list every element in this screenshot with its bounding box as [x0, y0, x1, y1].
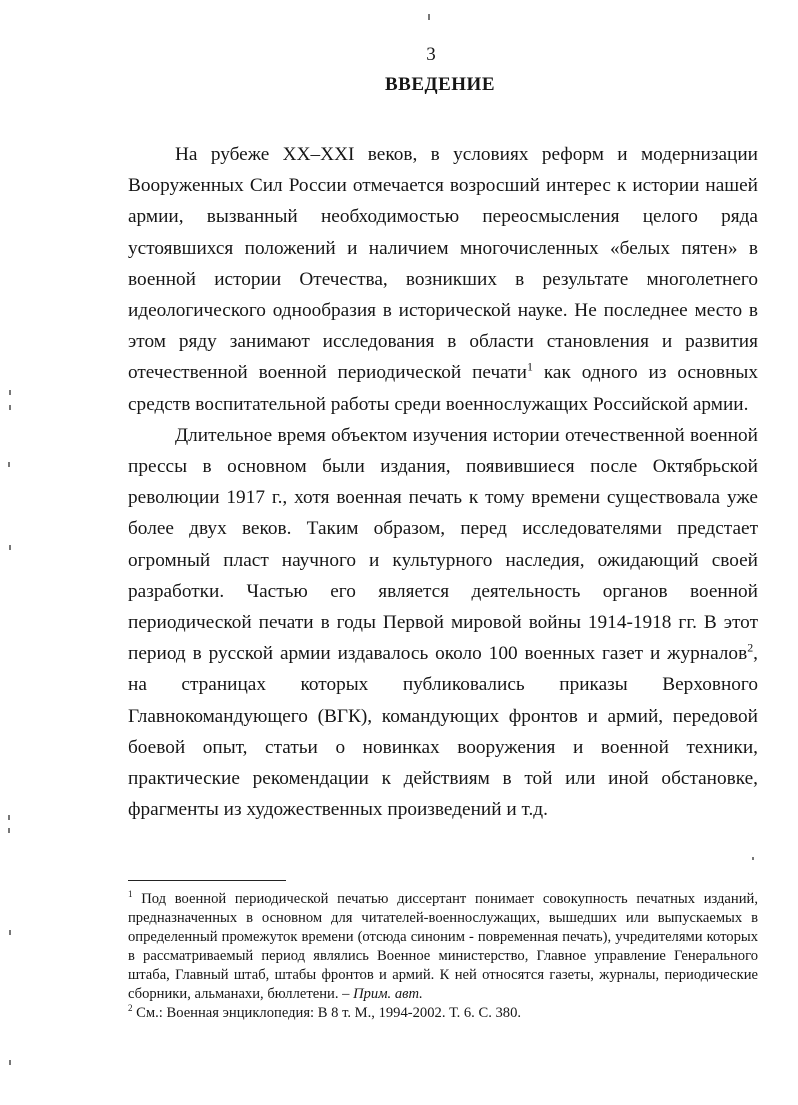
- paragraph-2-text-cont: , на страницах которых публиковались приказы Верховного Главнокомандующего (ВГК), командующих фронтов и армий, передовой боевой опыт, статьи о новинках вооружения и военной техники, практические рекомендации к действиям в той или иной обстановке, фрагменты из художественных произведений и т.д.: [128, 643, 758, 821]
- footnote-ref-1: 1: [526, 360, 533, 374]
- footnote-2: [128, 1004, 758, 1023]
- paragraph-2-text: Длительное время объектом изучения истории отечественной военной прессы в основном были издания, появившиеся после Октябрьской революции 1917 г., хотя военная печать к тому времени существовала уже более двух веков. Таким образом, перед исследователями предстает огромный пласт научного и культурного наследия, ожидающий своей разработки. Частью его является деятельность органов военной периодической печати в годы Первой мировой войны 1914-1918 гг. В этот период в русской армии издавалось около 100 военных газет и журналов: [128, 424, 758, 665]
- footnotes: [128, 890, 758, 1023]
- footnote-1: [128, 890, 758, 1004]
- footnote-ref-2: 2: [747, 640, 754, 655]
- footnote-2-marker: 2: [128, 1003, 133, 1014]
- paragraph-1: [128, 139, 758, 420]
- scan-speck: [9, 405, 11, 410]
- paragraph-1-text-cont: как одного из основных средств воспитательной работы среди военнослужащих Российской армии.: [128, 362, 758, 415]
- scan-speck: [8, 815, 10, 820]
- body-text: [128, 139, 758, 825]
- scan-speck: [9, 930, 11, 935]
- scan-speck: [9, 390, 11, 395]
- paragraph-2: [128, 420, 758, 826]
- scan-speck: [8, 828, 10, 833]
- scan-speck: [9, 545, 11, 550]
- footnote-separator: [128, 880, 286, 881]
- scan-speck: [428, 14, 430, 20]
- footnote-1-marker: 1: [128, 889, 133, 900]
- scan-speck: [752, 857, 754, 860]
- scan-speck: [9, 1060, 11, 1065]
- footnote-1-author-note: Прим. авт.: [353, 986, 423, 1002]
- footnote-2-text: См.: Военная энциклопедия: В 8 т. М., 1994-2002. Т. 6. С. 380.: [132, 1005, 522, 1021]
- section-heading: ВВЕДЕНИЕ: [385, 74, 495, 95]
- paragraph-1-text: На рубеже XX–XXI веков, в условиях реформ и модернизации Вооруженных Сил России отмечается возросший интерес к истории нашей армии, вызванный необходимостью переосмысления целого ряда устоявшихся положений и наличием многочисленных «белых пятен» в военной истории Отечества, возникших в результате многолетнего идеологического однообразия в исторической науке. Не последнее место в этом ряду занимают исследования в области становления и развития отечественной военной периодической печати: [128, 144, 758, 384]
- footnote-1-text: Под военной периодической печатью диссертант понимает совокупность печатных изданий, предназначенных в основном для читателей-военнослужащих, вышедших или выпускаемых в определенный промежуток времени (отсюда синоним - повременная печать), учредителями которых в рассматриваемый период являлись Военное министерство, Главное управление Генерального штаба, Главный штаб, штабы фронтов и армий. К ней относятся газеты, журналы, периодические сборники, альманахи, бюллетени. –: [128, 891, 758, 1002]
- scan-speck: [8, 462, 10, 467]
- page-number: 3: [426, 44, 436, 65]
